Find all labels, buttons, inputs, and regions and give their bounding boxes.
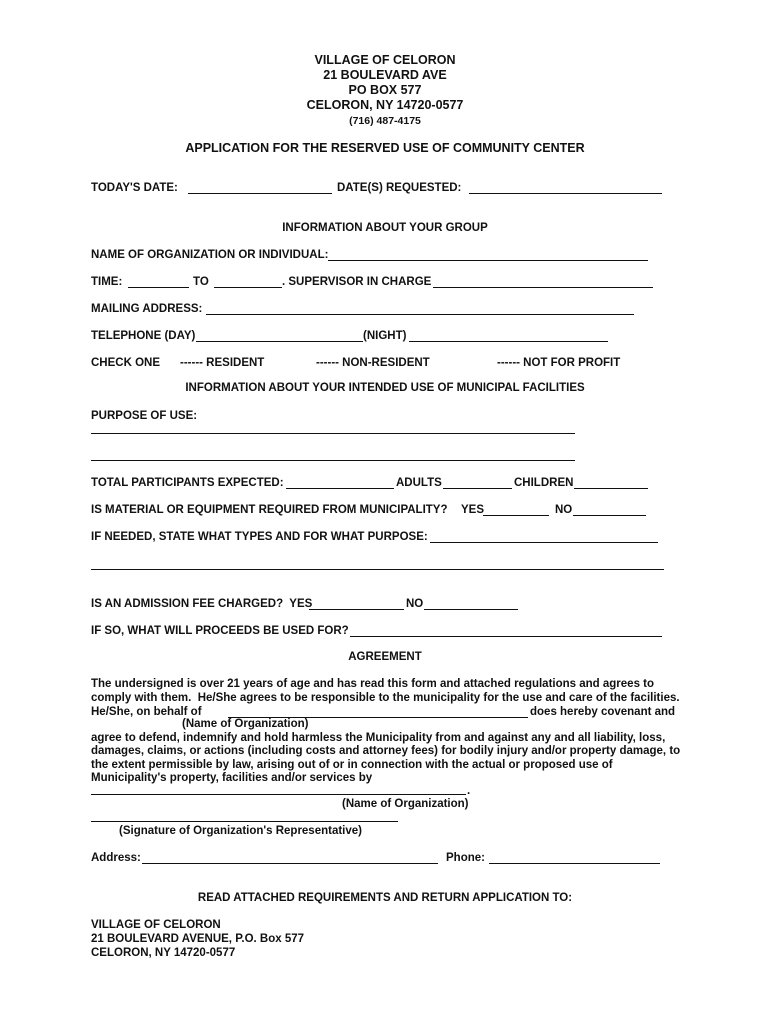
children-label: CHILDREN	[514, 477, 574, 489]
header-phone: (716) 487-4175	[349, 115, 421, 127]
name-org-caption: (Name of Organization)	[342, 798, 469, 810]
todays-date-label: TODAY'S DATE:	[91, 182, 178, 194]
period-mark: .	[467, 785, 471, 797]
dates-requested-field[interactable]	[469, 193, 662, 194]
return-address: 21 BOULEVARD AVENUE, P.O. Box 577	[91, 933, 305, 945]
time-label: TIME:	[91, 276, 123, 288]
header-street: 21 BOULEVARD AVE	[323, 68, 447, 82]
time-from-field[interactable]	[128, 287, 189, 288]
phone-field[interactable]	[489, 863, 660, 864]
participants-label: TOTAL PARTICIPANTS EXPECTED:	[91, 477, 284, 489]
supervisor-field[interactable]	[433, 287, 653, 288]
supervisor-label: . SUPERVISOR IN CHARGE	[282, 276, 432, 288]
admission-label: IS AN ADMISSION FEE CHARGED? YES	[91, 598, 313, 610]
header-city: CELORON, NY 14720-0577	[306, 98, 464, 112]
mailing-address-label: MAILING ADDRESS:	[91, 303, 203, 315]
signature-field[interactable]	[91, 821, 398, 822]
signature-caption: (Signature of Organization's Representative)	[119, 825, 362, 837]
purpose-field-line-1[interactable]	[91, 433, 575, 434]
dates-requested-label: DATE(S) REQUESTED:	[337, 182, 462, 194]
telephone-night-label: (NIGHT)	[363, 330, 407, 342]
agreement-heading: AGREEMENT	[348, 651, 422, 663]
agreement-line-4: agree to defend, indemnify and hold harmless the Municipality from and against any and all liability, loss,	[91, 732, 666, 744]
proceeds-label: IF SO, WHAT WILL PROCEEDS BE USED FOR?	[91, 625, 349, 637]
time-to-label: TO	[193, 276, 209, 288]
purpose-field-line-2[interactable]	[91, 460, 575, 461]
admission-yes-field[interactable]	[309, 609, 404, 610]
agreement-line-6: the extent permissible by law, arising out of or in connection with the actual or proposed use of	[91, 759, 613, 771]
return-instruction: READ ATTACHED REQUIREMENTS AND RETURN APPLICATION TO:	[197, 892, 573, 904]
equipment-yes-label: YES	[461, 504, 485, 516]
org-name-label: NAME OF ORGANIZATION OR INDIVIDUAL:	[91, 249, 329, 261]
option-resident[interactable]: ------ RESIDENT	[180, 357, 265, 369]
telephone-night-field[interactable]	[409, 341, 608, 342]
agreement-line-2: comply with them. He/She agrees to be responsible to the municipality for the use and care of the facilities.	[91, 692, 680, 704]
agreement-line-7: Municipality's property, facilities and/or services by	[91, 772, 373, 784]
header-org: VILLAGE OF CELORON	[314, 53, 456, 67]
telephone-day-field[interactable]	[196, 341, 363, 342]
group-section-heading: INFORMATION ABOUT YOUR GROUP	[282, 222, 488, 234]
mailing-address-field[interactable]	[206, 314, 634, 315]
admission-no-label: NO	[406, 598, 424, 610]
todays-date-field[interactable]	[188, 193, 332, 194]
equipment-no-field[interactable]	[573, 515, 646, 516]
org-caption: (Name of Organization)	[182, 718, 309, 730]
header-pobox: PO BOX 577	[348, 83, 422, 97]
time-to-field[interactable]	[214, 287, 282, 288]
phone-label: Phone:	[446, 852, 485, 864]
org-name-field[interactable]	[328, 260, 648, 261]
if-needed-label: IF NEEDED, STATE WHAT TYPES AND FOR WHAT PURPOSE:	[91, 531, 428, 543]
adults-label: ADULTS	[396, 477, 442, 489]
children-field[interactable]	[574, 488, 648, 489]
admission-no-field[interactable]	[424, 609, 518, 610]
adults-field[interactable]	[443, 488, 512, 489]
participants-field[interactable]	[286, 488, 394, 489]
check-one-label: CHECK ONE	[91, 357, 161, 369]
agreement-line-3a: He/She, on behalf of	[91, 706, 202, 718]
agreement-line-3b: does hereby covenant and	[530, 706, 676, 718]
if-needed-field[interactable]	[430, 542, 658, 543]
telephone-day-label: TELEPHONE (DAY)	[91, 330, 196, 342]
use-section-heading: INFORMATION ABOUT YOUR INTENDED USE OF MUNICIPAL FACILITIES	[185, 382, 585, 394]
organization-name-field[interactable]	[91, 794, 466, 795]
form-title: APPLICATION FOR THE RESERVED USE OF COMMUNITY CENTER	[185, 141, 585, 155]
if-needed-field-line-2[interactable]	[91, 569, 664, 570]
agreement-line-1: The undersigned is over 21 years of age and has read this form and attached regulations and agrees to	[91, 678, 655, 690]
purpose-label: PURPOSE OF USE:	[91, 410, 198, 422]
option-non-resident[interactable]: ------ NON-RESIDENT	[316, 357, 430, 369]
option-not-for-profit[interactable]: ------ NOT FOR PROFIT	[497, 357, 621, 369]
equipment-yes-field[interactable]	[483, 515, 549, 516]
return-city: CELORON, NY 14720-0577	[91, 947, 236, 959]
address-label: Address:	[91, 852, 141, 864]
agreement-line-5: damages, claims, or actions (including costs and attorney fees) for bodily injury and/or property damage, to	[91, 745, 681, 757]
equipment-no-label: NO	[555, 504, 573, 516]
proceeds-field[interactable]	[350, 636, 662, 637]
return-org: VILLAGE OF CELORON	[91, 919, 221, 931]
equipment-label: IS MATERIAL OR EQUIPMENT REQUIRED FROM MUNICIPALITY?	[91, 504, 448, 516]
address-field[interactable]	[142, 863, 438, 864]
